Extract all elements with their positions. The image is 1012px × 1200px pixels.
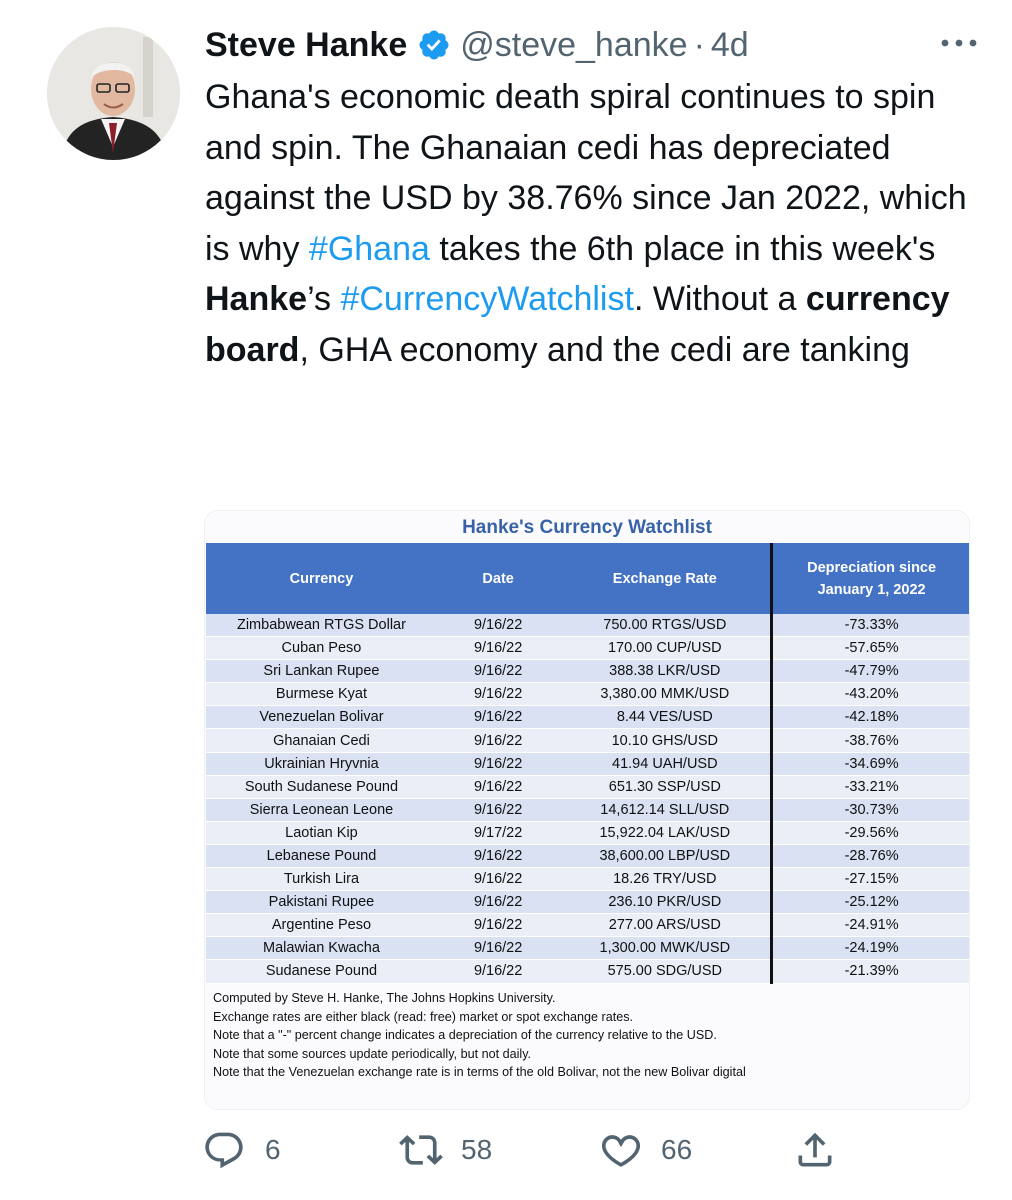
- cell-exchange-rate: 651.30 SSP/USD: [559, 775, 771, 798]
- tweet-text-segment: takes the 6th place in this week's: [439, 229, 936, 268]
- table-row: [206, 660, 970, 683]
- table-header-row: [206, 543, 970, 614]
- cell-depreciation: -21.39%: [772, 960, 970, 983]
- table-row: [206, 729, 970, 752]
- currency-table: [206, 543, 970, 984]
- cell-depreciation: -29.56%: [772, 821, 970, 844]
- cell-exchange-rate: 38,600.00 LBP/USD: [559, 844, 771, 867]
- cell-depreciation: -47.79%: [772, 660, 970, 683]
- table-row: [206, 868, 970, 891]
- cell-depreciation: -42.18%: [772, 706, 970, 729]
- cell-depreciation: -57.65%: [772, 637, 970, 660]
- cell-depreciation: -24.91%: [772, 914, 970, 937]
- cell-date: 9/16/22: [437, 868, 559, 891]
- cell-exchange-rate: 277.00 ARS/USD: [559, 914, 771, 937]
- cell-exchange-rate: 750.00 RTGS/USD: [559, 614, 771, 637]
- author-name[interactable]: Steve Hanke: [205, 25, 408, 64]
- tweet-bold-hanke: Hanke: [205, 280, 308, 319]
- hashtag-ghana[interactable]: #Ghana: [308, 229, 430, 268]
- tweet-text-segment: ’s: [307, 280, 341, 319]
- reply-button[interactable]: [203, 1128, 281, 1172]
- cell-date: 9/16/22: [437, 637, 559, 660]
- cell-depreciation: -30.73%: [772, 798, 970, 821]
- col-exchange-rate: Exchange Rate: [559, 543, 771, 614]
- cell-date: 9/16/22: [437, 752, 559, 775]
- cell-currency: Ukrainian Hryvnia: [206, 752, 437, 775]
- cell-currency: Cuban Peso: [206, 637, 437, 660]
- cell-currency: Sudanese Pound: [206, 960, 437, 983]
- cell-date: 9/16/22: [437, 683, 559, 706]
- like-button[interactable]: [599, 1128, 692, 1172]
- table-row: [206, 775, 970, 798]
- cell-depreciation: -24.19%: [772, 937, 970, 960]
- cell-date: 9/16/22: [437, 706, 559, 729]
- table-row: [206, 683, 970, 706]
- cell-currency: Zimbabwean RTGS Dollar: [206, 614, 437, 637]
- cell-depreciation: -34.69%: [772, 752, 970, 775]
- tweet-header: [205, 22, 992, 68]
- cell-currency: Pakistani Rupee: [206, 891, 437, 914]
- cell-currency: Burmese Kyat: [206, 683, 437, 706]
- col-depreciation-label: Depreciation since January 1, 2022: [807, 559, 937, 598]
- cell-date: 9/17/22: [437, 821, 559, 844]
- cell-date: 9/16/22: [437, 729, 559, 752]
- cell-exchange-rate: 8.44 VES/USD: [559, 706, 771, 729]
- cell-currency: Sierra Leonean Leone: [206, 798, 437, 821]
- more-icon[interactable]: [936, 28, 982, 58]
- cell-date: 9/16/22: [437, 775, 559, 798]
- col-depreciation: [772, 543, 970, 614]
- tweet-actions: [203, 1128, 843, 1178]
- like-icon: [599, 1128, 643, 1172]
- table-row: [206, 637, 970, 660]
- hashtag-currency-watchlist[interactable]: #CurrencyWatchlist: [340, 280, 634, 319]
- cell-exchange-rate: 41.94 UAH/USD: [559, 752, 771, 775]
- cell-depreciation: -25.12%: [772, 891, 970, 914]
- tweet-image-card[interactable]: [204, 510, 970, 1110]
- cell-currency: Turkish Lira: [206, 868, 437, 891]
- cell-currency: Malawian Kwacha: [206, 937, 437, 960]
- cell-currency: South Sudanese Pound: [206, 775, 437, 798]
- table-row: [206, 752, 970, 775]
- col-date: Date: [437, 543, 559, 614]
- note-line: Exchange rates are either black (read: free) market or spot exchange rates.: [213, 1009, 634, 1024]
- table-row: [206, 891, 970, 914]
- cell-currency: Sri Lankan Rupee: [206, 660, 437, 683]
- cell-date: 9/16/22: [437, 914, 559, 937]
- cell-exchange-rate: 1,300.00 MWK/USD: [559, 937, 771, 960]
- table-row: [206, 798, 970, 821]
- avatar[interactable]: [47, 27, 180, 160]
- cell-exchange-rate: 14,612.14 SLL/USD: [559, 798, 771, 821]
- cell-currency: Laotian Kip: [206, 821, 437, 844]
- table-row: [206, 821, 970, 844]
- cell-date: 9/16/22: [437, 798, 559, 821]
- retweet-icon: [399, 1128, 443, 1172]
- cell-depreciation: -73.33%: [772, 614, 970, 637]
- col-currency: Currency: [206, 543, 437, 614]
- cell-exchange-rate: 388.38 LKR/USD: [559, 660, 771, 683]
- note-line: Note that some sources update periodically, but not daily.: [213, 1046, 532, 1061]
- cell-exchange-rate: 236.10 PKR/USD: [559, 891, 771, 914]
- note-line: Computed by Steve H. Hanke, The Johns Hopkins University.: [213, 991, 556, 1005]
- note-line: Note that a "-" percent change indicates a depreciation of the currency relative to the USD.: [213, 1028, 717, 1042]
- like-count: 66: [661, 1134, 693, 1165]
- tweet-bold-currency-board: currency board: [205, 280, 950, 369]
- reply-icon: [203, 1128, 247, 1172]
- cell-depreciation: -27.15%: [772, 868, 970, 891]
- table-row: [206, 914, 970, 937]
- cell-currency: Lebanese Pound: [206, 844, 437, 867]
- cell-exchange-rate: 18.26 TRY/USD: [559, 868, 771, 891]
- share-button[interactable]: [793, 1128, 837, 1172]
- table-row: [206, 937, 970, 960]
- cell-exchange-rate: 10.10 GHS/USD: [559, 729, 771, 752]
- separator-dot: ·: [693, 25, 705, 64]
- cell-depreciation: -38.76%: [772, 729, 970, 752]
- cell-date: 9/16/22: [437, 937, 559, 960]
- avatar-photo: [47, 27, 180, 160]
- tweet-text-segment: , GHA economy and the cedi are tanking: [299, 330, 910, 369]
- retweet-button[interactable]: [399, 1128, 492, 1172]
- cell-currency: Argentine Peso: [206, 914, 437, 937]
- cell-depreciation: -28.76%: [772, 844, 970, 867]
- card-notes: [213, 989, 746, 1082]
- cell-date: 9/16/22: [437, 614, 559, 637]
- reply-count: 6: [265, 1134, 281, 1165]
- cell-exchange-rate: 3,380.00 MMK/USD: [559, 683, 771, 706]
- cell-depreciation: -43.20%: [772, 683, 970, 706]
- cell-exchange-rate: 170.00 CUP/USD: [559, 637, 771, 660]
- cell-date: 9/16/22: [437, 960, 559, 983]
- share-icon: [793, 1128, 837, 1172]
- cell-currency: Ghanaian Cedi: [206, 729, 437, 752]
- card-title: Hanke's Currency Watchlist: [462, 517, 712, 538]
- retweet-count: 58: [461, 1134, 493, 1165]
- tweet-text-segment: Ghana's economic death spiral continues to spin and spin. The Ghanaian cedi has depreciated against the USD by 38.76% since Jan 2022, which is why: [205, 78, 967, 268]
- cell-date: 9/16/22: [437, 891, 559, 914]
- table-row: [206, 844, 970, 867]
- table-row: [206, 706, 970, 729]
- tweet-timestamp[interactable]: 4d: [710, 25, 749, 64]
- tweet-text-segment: . Without a: [633, 280, 806, 319]
- table-row: [206, 960, 970, 983]
- table-row: [206, 614, 970, 637]
- cell-date: 9/16/22: [437, 844, 559, 867]
- tweet-body: [205, 72, 985, 376]
- cell-exchange-rate: 15,922.04 LAK/USD: [559, 821, 771, 844]
- verified-badge-icon: [417, 28, 451, 62]
- cell-currency: Venezuelan Bolivar: [206, 706, 437, 729]
- note-line: Note that the Venezuelan exchange rate is in terms of the old Bolivar, not the new Bolivar digital: [213, 1065, 746, 1079]
- cell-exchange-rate: 575.00 SDG/USD: [559, 960, 771, 983]
- author-handle[interactable]: @steve_hanke: [460, 25, 688, 64]
- cell-date: 9/16/22: [437, 660, 559, 683]
- cell-depreciation: -33.21%: [772, 775, 970, 798]
